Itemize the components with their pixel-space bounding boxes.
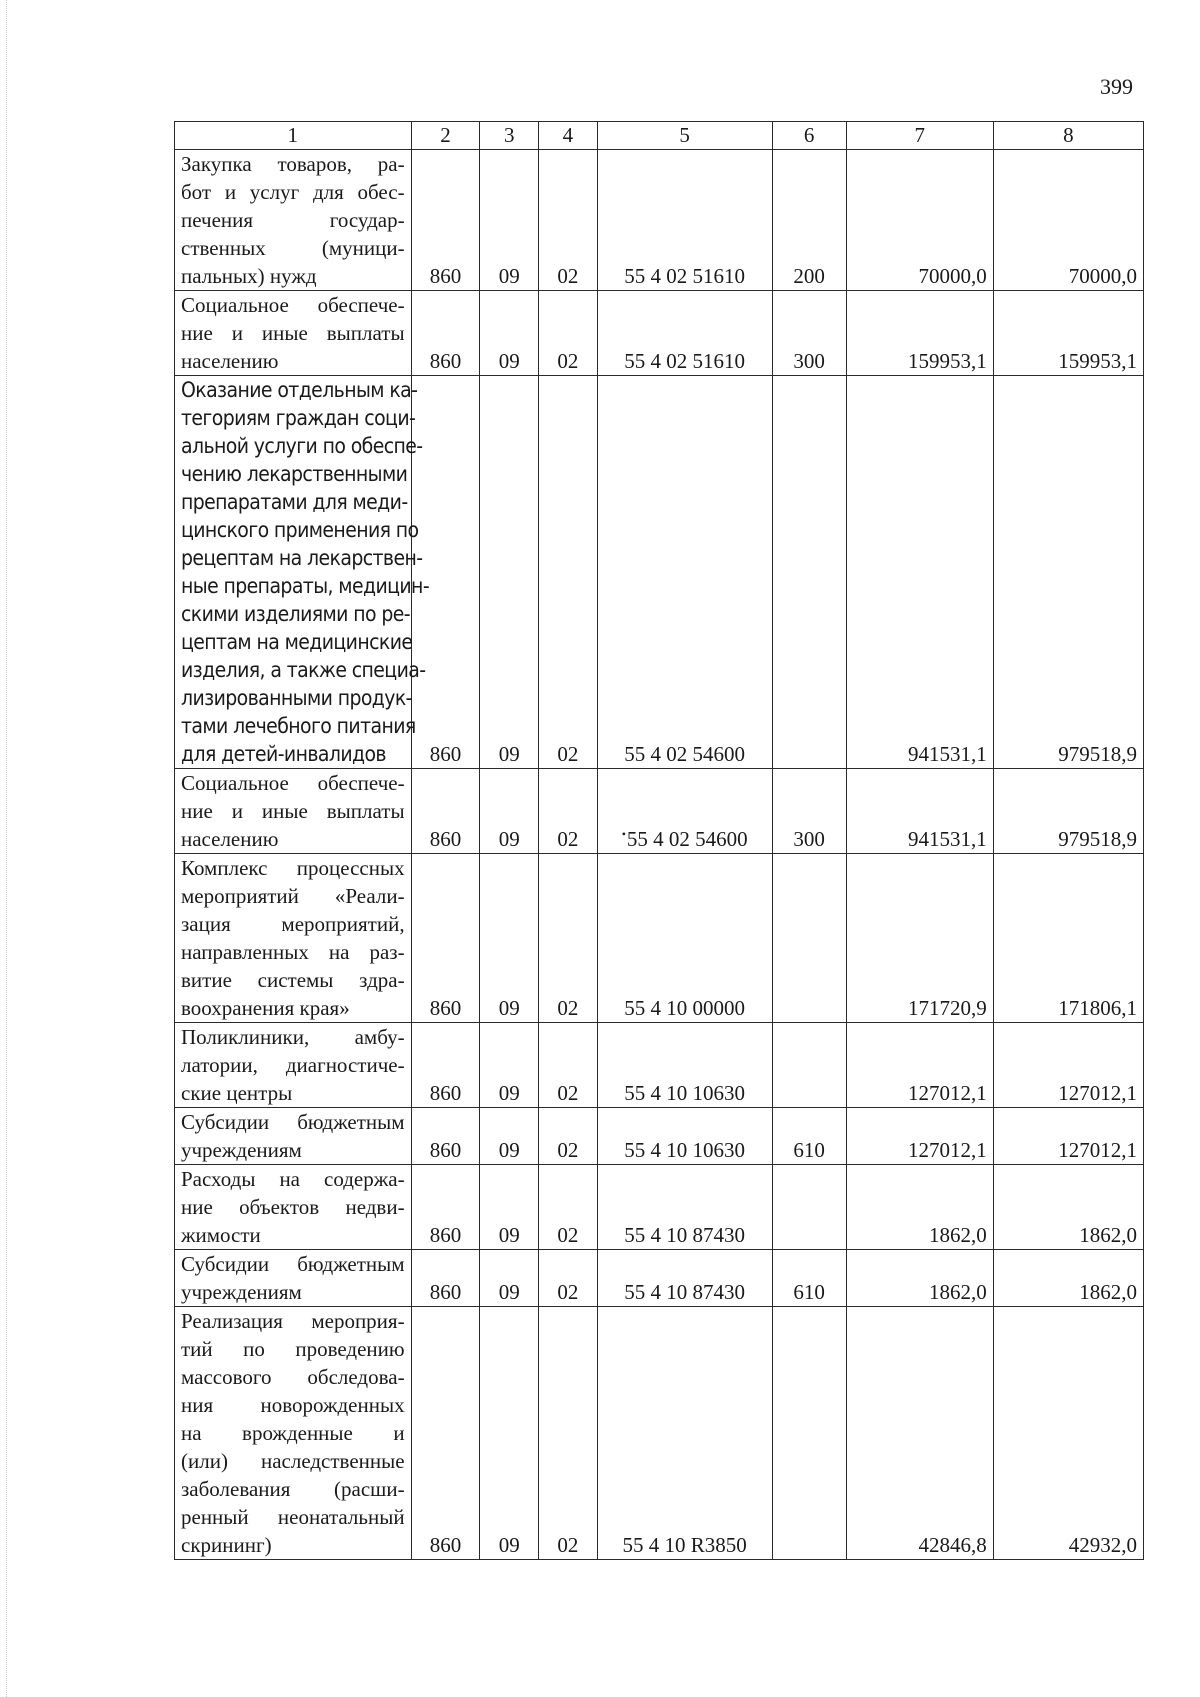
amount-year-2-cell bbox=[993, 150, 1143, 291]
expense-name-line: альной услуги по обеспе- bbox=[181, 434, 423, 458]
amount-year-2-cell bbox=[993, 769, 1143, 854]
expense-name-line: на врожденные и bbox=[181, 1421, 405, 1445]
section-code-value: 09 bbox=[498, 349, 520, 373]
subsection-code-value: 02 bbox=[557, 996, 579, 1020]
subsection-code-cell bbox=[539, 291, 598, 376]
amount-year-1-value: 70000,0 bbox=[918, 264, 987, 288]
table-row bbox=[175, 1307, 1144, 1560]
ministry-code-cell bbox=[411, 291, 480, 376]
section-code-value: 09 bbox=[498, 742, 520, 766]
ministry-code-cell bbox=[411, 1108, 480, 1165]
expense-name-line: Реализация мероприя- bbox=[181, 1309, 405, 1333]
expense-name-line: витие системы здра- bbox=[181, 968, 405, 992]
ministry-code-value: 860 bbox=[429, 1533, 462, 1557]
expense-name-line: изделия, а также специа- bbox=[181, 658, 426, 682]
expense-name-cell bbox=[175, 854, 412, 1023]
expense-name-line: Комплекс процессных bbox=[181, 856, 405, 880]
amount-year-2-cell bbox=[993, 376, 1143, 769]
subsection-code-cell bbox=[539, 1108, 598, 1165]
expense-type-cell bbox=[772, 1250, 846, 1307]
target-article-value: 55 4 10 87430 bbox=[624, 1223, 746, 1247]
page-number: 399 bbox=[1100, 74, 1133, 99]
expense-name-line: населению bbox=[181, 827, 279, 851]
expense-name-line: (или) наследственные bbox=[181, 1449, 405, 1473]
target-article-cell bbox=[597, 1307, 772, 1560]
subsection-code-value: 02 bbox=[557, 742, 579, 766]
scan-edge bbox=[6, 0, 8, 1697]
amount-year-2-cell bbox=[993, 854, 1143, 1023]
amount-year-1-value: 1862,0 bbox=[929, 1280, 987, 1304]
expense-name-line: зация мероприятий, bbox=[181, 912, 405, 936]
expense-name-line: рецептам на лекарствен- bbox=[181, 546, 423, 570]
subsection-code-cell bbox=[539, 1250, 598, 1307]
expense-name-line: воохранения края» bbox=[181, 996, 350, 1020]
expense-name-line: цинского применения по bbox=[181, 518, 419, 542]
expense-name-line: пальных) нужд bbox=[181, 264, 317, 288]
subsection-code-value: 02 bbox=[557, 349, 579, 373]
expense-name-line: Субсидии бюджетным bbox=[181, 1252, 405, 1276]
expense-name-line: учреждениям bbox=[181, 1280, 302, 1304]
expense-name-line: цептам на медицинские bbox=[181, 630, 413, 654]
target-article-value: 55 4 10 10630 bbox=[624, 1138, 746, 1162]
amount-year-2-cell bbox=[993, 1023, 1143, 1108]
expense-name-line: скрининг) bbox=[181, 1533, 272, 1557]
subsection-code-cell bbox=[539, 150, 598, 291]
expense-name-line: Социальное обеспече- bbox=[181, 293, 405, 317]
expense-name-line: препаратами для меди- bbox=[181, 490, 408, 514]
subsection-code-value: 02 bbox=[557, 1138, 579, 1162]
section-code-value: 09 bbox=[498, 1081, 520, 1105]
subsection-code-cell bbox=[539, 769, 598, 854]
expense-name-line: Расходы на содержа- bbox=[181, 1167, 405, 1191]
ministry-code-cell bbox=[411, 854, 480, 1023]
target-article-cell bbox=[597, 854, 772, 1023]
expense-name-line: ренный неонатальный bbox=[181, 1505, 405, 1529]
amount-year-2-cell bbox=[993, 1307, 1143, 1560]
amount-year-2-value: 159953,1 bbox=[1058, 349, 1137, 373]
section-code-cell bbox=[480, 854, 539, 1023]
ministry-code-value: 860 bbox=[429, 996, 462, 1020]
section-code-value: 09 bbox=[498, 264, 520, 288]
expense-name-cell bbox=[175, 1250, 412, 1307]
amount-year-2-cell bbox=[993, 1250, 1143, 1307]
target-article-cell bbox=[597, 1250, 772, 1307]
target-article-value: 55 4 02 54600 bbox=[624, 742, 746, 766]
section-code-value: 09 bbox=[498, 1280, 520, 1304]
amount-year-2-value: 979518,9 bbox=[1058, 742, 1137, 766]
expense-name-line: латории, диагностиче- bbox=[181, 1053, 405, 1077]
header-col-4: 4 bbox=[539, 122, 598, 150]
section-code-cell bbox=[480, 1108, 539, 1165]
expense-type-value: 610 bbox=[793, 1280, 825, 1304]
table-row bbox=[175, 1023, 1144, 1108]
scan-mark: • bbox=[621, 827, 626, 841]
expense-type-cell bbox=[772, 150, 846, 291]
amount-year-2-value: 171806,1 bbox=[1058, 996, 1137, 1020]
expense-name-cell bbox=[175, 1108, 412, 1165]
expense-name-line: ние и иные выплаты bbox=[181, 321, 405, 345]
amount-year-1-value: 159953,1 bbox=[908, 349, 987, 373]
expense-type-value: 300 bbox=[793, 827, 825, 851]
subsection-code-cell bbox=[539, 854, 598, 1023]
amount-year-1-cell bbox=[846, 150, 993, 291]
expense-name-line: для детей-инвалидов bbox=[181, 742, 386, 766]
expense-name-line: заболевания (расши- bbox=[181, 1477, 405, 1501]
header-col-7: 7 bbox=[846, 122, 993, 150]
amount-year-2-value: 42932,0 bbox=[1068, 1533, 1137, 1557]
amount-year-2-value: 127012,1 bbox=[1058, 1081, 1137, 1105]
expense-name-line: чению лекарственными bbox=[181, 462, 408, 486]
target-article-cell bbox=[597, 769, 772, 854]
amount-year-2-value: 127012,1 bbox=[1058, 1138, 1137, 1162]
amount-year-1-cell bbox=[846, 1108, 993, 1165]
subsection-code-cell bbox=[539, 1023, 598, 1108]
amount-year-1-value: 42846,8 bbox=[918, 1533, 987, 1557]
expense-name-line: направленных на раз- bbox=[181, 940, 405, 964]
expense-name-cell bbox=[175, 291, 412, 376]
expense-name-line: тий по проведению bbox=[181, 1337, 405, 1361]
budget-table bbox=[174, 121, 1144, 1560]
section-code-value: 09 bbox=[498, 827, 520, 851]
expense-name-line: Социальное обеспече- bbox=[181, 771, 405, 795]
subsection-code-cell bbox=[539, 1165, 598, 1250]
header-row bbox=[175, 122, 1144, 150]
expense-name-line: ние объектов недви- bbox=[181, 1195, 405, 1219]
section-code-cell bbox=[480, 1307, 539, 1560]
amount-year-1-cell bbox=[846, 1165, 993, 1250]
table-row bbox=[175, 1165, 1144, 1250]
subsection-code-cell bbox=[539, 1307, 598, 1560]
expense-name-cell bbox=[175, 769, 412, 854]
ministry-code-value: 860 bbox=[429, 1223, 462, 1247]
section-code-value: 09 bbox=[498, 996, 520, 1020]
expense-name-line: тегориям граждан соци- bbox=[181, 406, 416, 430]
expense-type-value: 200 bbox=[793, 264, 825, 288]
amount-year-1-value: 171720,9 bbox=[908, 996, 987, 1020]
amount-year-1-value: 941531,1 bbox=[908, 827, 987, 851]
expense-name-line: жимости bbox=[181, 1223, 261, 1247]
amount-year-1-cell bbox=[846, 854, 993, 1023]
section-code-value: 09 bbox=[498, 1223, 520, 1247]
subsection-code-value: 02 bbox=[557, 827, 579, 851]
expense-type-cell bbox=[772, 376, 846, 769]
amount-year-1-cell bbox=[846, 376, 993, 769]
ministry-code-value: 860 bbox=[429, 264, 462, 288]
expense-name-line: скими изделиями по ре- bbox=[181, 602, 411, 626]
section-code-cell bbox=[480, 769, 539, 854]
amount-year-1-value: 127012,1 bbox=[908, 1138, 987, 1162]
ministry-code-cell bbox=[411, 1165, 480, 1250]
amount-year-2-cell bbox=[993, 1108, 1143, 1165]
table-row bbox=[175, 150, 1144, 291]
target-article-cell bbox=[597, 376, 772, 769]
expense-name-line: тами лечебного питания bbox=[181, 714, 416, 738]
ministry-code-value: 860 bbox=[429, 1081, 462, 1105]
subsection-code-value: 02 bbox=[557, 1223, 579, 1247]
ministry-code-value: 860 bbox=[429, 1138, 462, 1162]
expense-name-line: ские центры bbox=[181, 1081, 293, 1105]
section-code-value: 09 bbox=[498, 1138, 520, 1162]
amount-year-2-value: 1862,0 bbox=[1079, 1223, 1137, 1247]
ministry-code-value: 860 bbox=[429, 349, 462, 373]
section-code-value: 09 bbox=[498, 1533, 520, 1557]
target-article-value: 55 4 02 51610 bbox=[624, 264, 746, 288]
target-article-value: 55 4 02 51610 bbox=[624, 349, 746, 373]
section-code-cell bbox=[480, 1165, 539, 1250]
ministry-code-value: 860 bbox=[429, 827, 462, 851]
amount-year-1-cell bbox=[846, 1250, 993, 1307]
ministry-code-cell bbox=[411, 1250, 480, 1307]
amount-year-1-cell bbox=[846, 769, 993, 854]
section-code-cell bbox=[480, 291, 539, 376]
subsection-code-value: 02 bbox=[557, 1280, 579, 1304]
expense-name-line: бот и услуг для обес- bbox=[181, 180, 405, 204]
target-article-value: 55 4 02 54600 bbox=[626, 827, 748, 851]
subsection-code-value: 02 bbox=[557, 1533, 579, 1557]
amount-year-1-cell bbox=[846, 291, 993, 376]
ministry-code-cell bbox=[411, 1307, 480, 1560]
amount-year-1-value: 127012,1 bbox=[908, 1081, 987, 1105]
table-row bbox=[175, 769, 1144, 854]
section-code-cell bbox=[480, 1023, 539, 1108]
ministry-code-cell bbox=[411, 1023, 480, 1108]
expense-type-cell bbox=[772, 291, 846, 376]
amount-year-2-value: 1862,0 bbox=[1079, 1280, 1137, 1304]
expense-name-line: Поликлиники, амбу- bbox=[181, 1025, 405, 1049]
ministry-code-cell bbox=[411, 769, 480, 854]
target-article-cell bbox=[597, 291, 772, 376]
expense-name-line: ние и иные выплаты bbox=[181, 799, 405, 823]
expense-name-line: Закупка товаров, ра- bbox=[181, 152, 405, 176]
header-col-3: 3 bbox=[480, 122, 539, 150]
expense-name-cell bbox=[175, 1023, 412, 1108]
header-col-5: 5 bbox=[597, 122, 772, 150]
expense-type-cell bbox=[772, 1165, 846, 1250]
expense-name-cell bbox=[175, 150, 412, 291]
expense-name-line: населению bbox=[181, 349, 279, 373]
header-col-1: 1 bbox=[175, 122, 412, 150]
expense-name-line: Субсидии бюджетным bbox=[181, 1110, 405, 1134]
amount-year-1-cell bbox=[846, 1307, 993, 1560]
header-col-8: 8 bbox=[993, 122, 1143, 150]
ministry-code-value: 860 bbox=[429, 742, 462, 766]
expense-type-cell bbox=[772, 1023, 846, 1108]
amount-year-2-value: 979518,9 bbox=[1058, 827, 1137, 851]
expense-name-cell bbox=[175, 1307, 412, 1560]
expense-type-value: 610 bbox=[793, 1138, 825, 1162]
subsection-code-cell bbox=[539, 376, 598, 769]
header-col-6: 6 bbox=[772, 122, 846, 150]
table-row bbox=[175, 1250, 1144, 1307]
amount-year-1-cell bbox=[846, 1023, 993, 1108]
expense-type-cell bbox=[772, 854, 846, 1023]
table-body bbox=[175, 150, 1144, 1560]
subsection-code-value: 02 bbox=[557, 1081, 579, 1105]
target-article-cell bbox=[597, 150, 772, 291]
expense-type-value: 300 bbox=[793, 349, 825, 373]
section-code-cell bbox=[480, 150, 539, 291]
amount-year-2-value: 70000,0 bbox=[1068, 264, 1137, 288]
amount-year-1-value: 941531,1 bbox=[908, 742, 987, 766]
amount-year-2-cell bbox=[993, 1165, 1143, 1250]
expense-name-line: ные препараты, медицин- bbox=[181, 574, 430, 598]
expense-name-cell bbox=[175, 376, 430, 769]
expense-name-line: учреждениям bbox=[181, 1138, 302, 1162]
expense-type-cell bbox=[772, 1108, 846, 1165]
expense-type-cell bbox=[772, 1307, 846, 1560]
expense-name-line: Оказание отдельным ка- bbox=[181, 378, 418, 402]
expense-name-line: лизированными продук- bbox=[181, 686, 412, 710]
target-article-cell bbox=[597, 1165, 772, 1250]
target-article-value: 55 4 10 10630 bbox=[624, 1081, 746, 1105]
amount-year-2-cell bbox=[993, 291, 1143, 376]
table-row bbox=[175, 854, 1144, 1023]
ministry-code-value: 860 bbox=[429, 1280, 462, 1304]
ministry-code-cell bbox=[411, 150, 480, 291]
target-article-cell bbox=[597, 1108, 772, 1165]
expense-name-line: массового обследова- bbox=[181, 1365, 405, 1389]
expense-name-cell bbox=[175, 1165, 412, 1250]
table-row bbox=[175, 1108, 1144, 1165]
subsection-code-value: 02 bbox=[557, 264, 579, 288]
expense-name-line: печения государ- bbox=[181, 208, 405, 232]
header-col-2: 2 bbox=[411, 122, 480, 150]
table-row bbox=[175, 376, 1144, 769]
section-code-cell bbox=[480, 1250, 539, 1307]
target-article-value: 55 4 10 87430 bbox=[624, 1280, 746, 1304]
expense-name-line: мероприятий «Реали- bbox=[181, 884, 405, 908]
expense-type-cell bbox=[772, 769, 846, 854]
target-article-cell bbox=[597, 1023, 772, 1108]
target-article-value: 55 4 10 00000 bbox=[624, 996, 746, 1020]
expense-name-line: ния новорожденных bbox=[181, 1393, 405, 1417]
amount-year-1-value: 1862,0 bbox=[929, 1223, 987, 1247]
target-article-value: 55 4 10 R3850 bbox=[622, 1533, 747, 1557]
expense-name-line: ственных (муници- bbox=[181, 236, 405, 260]
table-row bbox=[175, 291, 1144, 376]
section-code-cell bbox=[480, 376, 539, 769]
